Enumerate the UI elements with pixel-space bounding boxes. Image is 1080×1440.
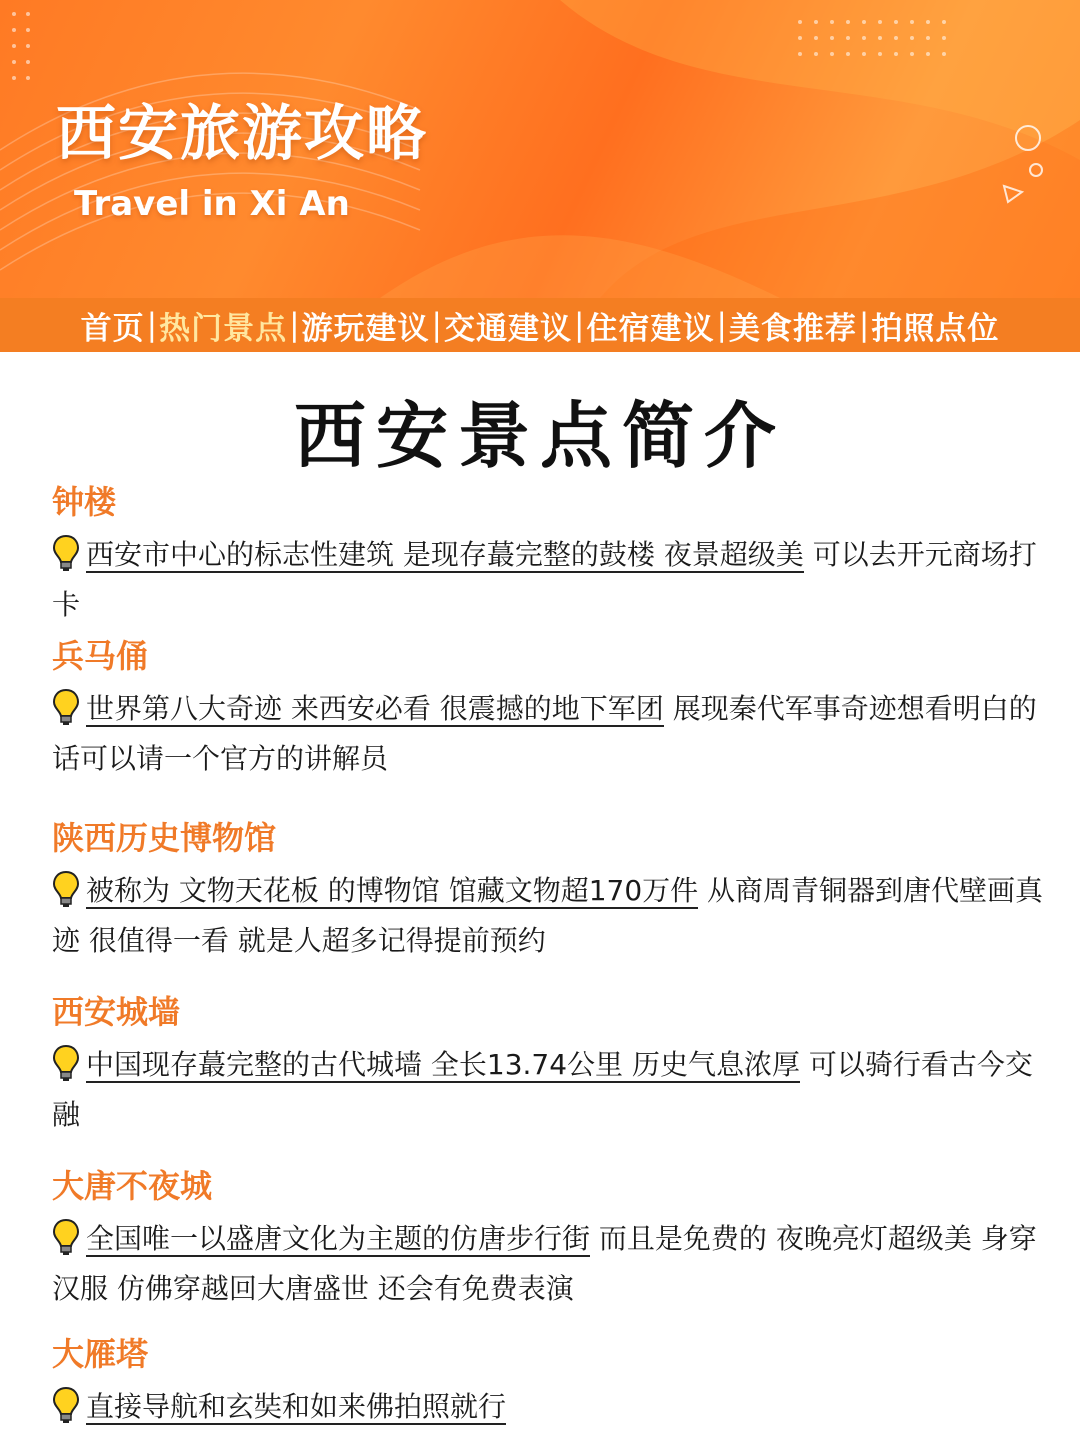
lightbulb-icon [52, 1044, 80, 1082]
section-big-wild-goose-pagoda [52, 1332, 1052, 1432]
section-datang-everbright-city [52, 1164, 1052, 1314]
section-heading: 钟楼 [52, 483, 117, 521]
description-highlight: 中国现存蕞完整的古代城墙 全长13.74公里 历史气息浓厚 [86, 1048, 800, 1081]
description-highlight: 被称为 文物天花板 的博物馆 馆藏文物超170万件 [86, 874, 699, 907]
section-shaanxi-history-museum [52, 816, 1052, 966]
description-highlight: 世界第八大奇迹 来西安必看 很震撼的地下军团 [86, 692, 664, 725]
nav-item-photo-spots[interactable]: 拍照点位 [871, 310, 1000, 347]
description-highlight: 直接导航和玄奘和如来佛拍照就行 [86, 1390, 507, 1423]
section-description [52, 1382, 1052, 1432]
section-description [52, 1040, 1052, 1140]
nav-item-home[interactable]: 首页 [80, 310, 145, 347]
lightbulb-icon [52, 1386, 80, 1424]
lightbulb-icon [52, 534, 80, 572]
section-heading: 大唐不夜城 [52, 1167, 213, 1205]
nav-item-hot-attractions[interactable]: 热门景点 [159, 310, 288, 347]
section-heading: 兵马俑 [52, 637, 149, 675]
description-text: 从商周青铜器到唐代壁画真迹 很值得一看 就是人超多记得提前预约 [52, 874, 1044, 957]
section-description [52, 866, 1052, 966]
description-text: 可以去开元商场打卡 [52, 538, 1037, 621]
section-heading: 西安城墙 [52, 993, 181, 1031]
description-highlight: 全国唯一以盛唐文化为主题的仿唐步行街 [86, 1222, 591, 1255]
nav-separator: | [146, 307, 158, 343]
nav-bar [0, 298, 1080, 352]
nav-separator: | [858, 307, 870, 343]
header-banner [0, 0, 1080, 298]
banner-subtitle: Travel in Xi An [74, 184, 350, 224]
section-terracotta-warriors [52, 634, 1052, 784]
description-text: 展现秦代军事奇迹想看明白的话可以请一个官方的讲解员 [52, 692, 1037, 775]
nav-item-lodging-tips[interactable]: 住宿建议 [586, 310, 715, 347]
description-highlight: 西安市中心的标志性建筑 是现存蕞完整的鼓楼 夜景超级美 [86, 538, 804, 571]
section-heading: 大雁塔 [52, 1335, 149, 1373]
nav-item-play-tips[interactable]: 游玩建议 [301, 310, 430, 347]
nav-separator: | [716, 307, 727, 343]
section-description [52, 1214, 1052, 1314]
section-bell-tower [52, 480, 1052, 630]
lightbulb-icon [52, 1218, 80, 1256]
nav-separator: | [431, 307, 442, 343]
description-text: 可以骑行看古今交融 [52, 1048, 1033, 1131]
page-title: 西安景点简介 [293, 394, 786, 478]
section-description [52, 684, 1052, 784]
banner-title: 西安旅游攻略 [56, 99, 428, 169]
lightbulb-icon [52, 688, 80, 726]
nav-separator: | [574, 307, 585, 343]
nav-item-food[interactable]: 美食推荐 [728, 310, 857, 347]
nav-item-transport-tips[interactable]: 交通建议 [444, 310, 572, 347]
section-heading: 陕西历史博物馆 [52, 819, 277, 857]
section-city-wall [52, 990, 1052, 1140]
description-text: 而且是免费的 夜晚亮灯超级美 身穿汉服 仿佛穿越回大唐盛世 还会有免费表演 [52, 1222, 1037, 1305]
nav-separator: | [289, 307, 300, 343]
section-description [52, 530, 1052, 630]
lightbulb-icon [52, 870, 80, 908]
